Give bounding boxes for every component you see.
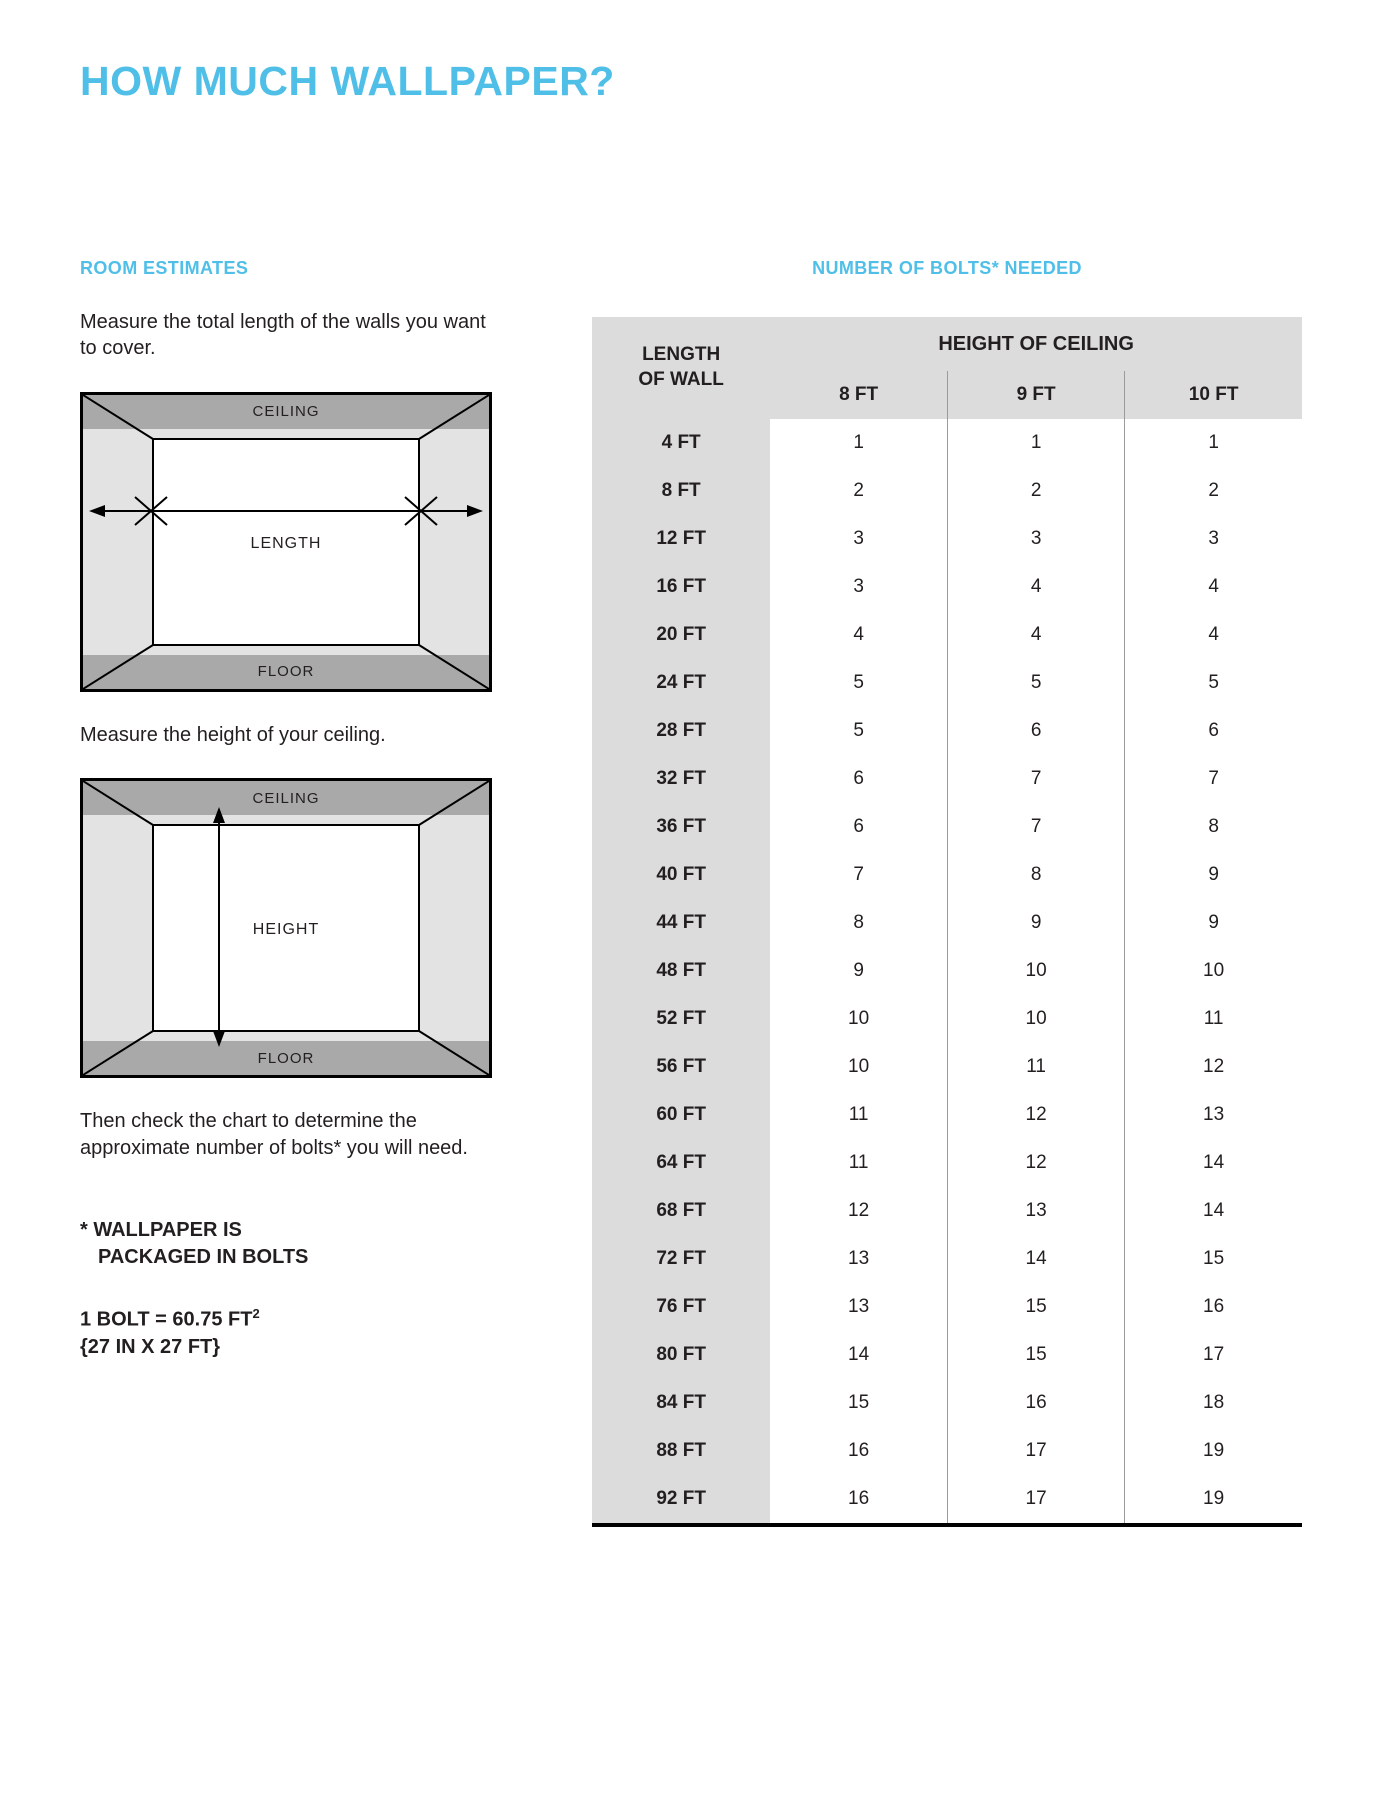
footnote-block — [80, 1217, 500, 1271]
bolts-count-cell: 5 — [853, 672, 864, 693]
bolts-count-cell: 6 — [1125, 707, 1302, 755]
bolts-count-cell: 9 — [853, 960, 864, 981]
table-body — [592, 419, 1302, 1525]
bolts-count-cell: 16 — [1125, 1283, 1302, 1331]
bolts-count-cell: 8 — [1125, 803, 1302, 851]
wall-length-cell: 20 FT — [592, 611, 770, 659]
table-row — [592, 851, 1302, 899]
bolts-count-cell: 11 — [1125, 995, 1302, 1043]
bolts-count-cell: 7 — [947, 755, 1124, 803]
bolts-count-cell: 19 — [1125, 1475, 1302, 1525]
height-of-ceiling-header: HEIGHT OF CEILING — [770, 317, 1302, 371]
bolts-count-cell: 9 — [1125, 851, 1302, 899]
bolt-size-line-1 — [80, 1305, 500, 1334]
wall-length-cell: 52 FT — [592, 995, 770, 1043]
bolts-count-cell: 18 — [1125, 1379, 1302, 1427]
bolts-count-cell: 6 — [853, 816, 864, 837]
bolts-count-cell: 7 — [1125, 755, 1302, 803]
bolts-count-cell: 7 — [947, 803, 1124, 851]
column-header-10ft: 10 FT — [1125, 371, 1302, 419]
wall-length-cell: 40 FT — [592, 851, 770, 899]
bolts-count-cell: 2 — [853, 480, 864, 501]
bolts-count-cell: 13 — [947, 1187, 1124, 1235]
bolts-count-cell: 14 — [1125, 1187, 1302, 1235]
bolts-count-cell: 14 — [848, 1344, 870, 1365]
bolts-count-cell: 4 — [1125, 563, 1302, 611]
table-row — [592, 707, 1302, 755]
table-row — [592, 563, 1302, 611]
table-row — [592, 1139, 1302, 1187]
bolts-count-cell: 19 — [1125, 1427, 1302, 1475]
bolts-count-cell: 3 — [1125, 515, 1302, 563]
bolts-count-cell: 6 — [853, 768, 864, 789]
bolts-count-cell: 17 — [947, 1427, 1124, 1475]
table-row — [592, 1331, 1302, 1379]
bolts-count-cell: 4 — [853, 624, 864, 645]
bolt-size-text: 1 BOLT = 60.75 FT — [80, 1308, 253, 1331]
bolts-count-cell: 8 — [947, 851, 1124, 899]
table-row — [592, 1427, 1302, 1475]
wall-length-cell: 88 FT — [592, 1427, 770, 1475]
table-row — [592, 1187, 1302, 1235]
footnote-line-1: * WALLPAPER IS — [80, 1218, 242, 1241]
table-row — [592, 947, 1302, 995]
bolts-count-cell: 13 — [848, 1296, 870, 1317]
bolts-count-cell: 12 — [947, 1139, 1124, 1187]
bolts-count-cell: 17 — [947, 1475, 1124, 1525]
table-header-row-1 — [592, 317, 1302, 371]
wall-length-cell: 16 FT — [592, 563, 770, 611]
bolts-count-cell: 12 — [1125, 1043, 1302, 1091]
table-row — [592, 1379, 1302, 1427]
bolts-count-cell: 4 — [947, 611, 1124, 659]
bolts-count-cell: 14 — [1125, 1139, 1302, 1187]
table-row — [592, 1235, 1302, 1283]
bolts-count-cell: 3 — [853, 528, 864, 549]
bolts-count-cell: 7 — [853, 864, 864, 885]
wall-length-cell: 32 FT — [592, 755, 770, 803]
wall-length-cell: 44 FT — [592, 899, 770, 947]
bolt-size-block — [80, 1305, 500, 1361]
table-row — [592, 803, 1302, 851]
bolts-count-cell: 3 — [947, 515, 1124, 563]
bolts-count-cell: 2 — [1125, 467, 1302, 515]
bolts-count-cell: 10 — [848, 1056, 870, 1077]
bolts-count-cell: 5 — [947, 659, 1124, 707]
bolts-count-cell: 8 — [853, 912, 864, 933]
wall-length-cell: 36 FT — [592, 803, 770, 851]
bolts-count-cell: 9 — [1125, 899, 1302, 947]
bolts-count-cell: 14 — [947, 1235, 1124, 1283]
table-row — [592, 419, 1302, 467]
wall-length-cell: 60 FT — [592, 1091, 770, 1139]
wall-length-cell: 80 FT — [592, 1331, 770, 1379]
wall-length-cell: 12 FT — [592, 515, 770, 563]
wall-length-cell: 76 FT — [592, 1283, 770, 1331]
step-2-text: Measure the height of your ceiling. — [80, 723, 386, 746]
column-header-8ft: 8 FT — [770, 371, 947, 419]
table-row — [592, 467, 1302, 515]
bolts-count-cell: 10 — [1125, 947, 1302, 995]
length-measure-label: LENGTH — [250, 534, 322, 552]
table-row — [592, 755, 1302, 803]
bolts-count-cell: 11 — [848, 1104, 869, 1125]
table-row — [592, 611, 1302, 659]
bolts-count-cell: 5 — [853, 720, 864, 741]
wall-length-cell: 28 FT — [592, 707, 770, 755]
bolts-count-cell: 12 — [947, 1091, 1124, 1139]
bolts-count-cell: 12 — [848, 1200, 870, 1221]
wall-length-cell: 68 FT — [592, 1187, 770, 1235]
bolts-count-cell: 1 — [1125, 419, 1302, 467]
table-row — [592, 515, 1302, 563]
bolts-table-section — [592, 258, 1302, 1527]
bolts-count-cell: 2 — [947, 467, 1124, 515]
bolts-count-cell: 15 — [1125, 1235, 1302, 1283]
bolts-table — [592, 317, 1302, 1527]
bolts-count-cell: 1 — [947, 419, 1124, 467]
table-row — [592, 995, 1302, 1043]
step-3-text: Then check the chart to determine the approximate number of bolts* you will need. — [80, 1110, 468, 1159]
bolts-count-cell: 16 — [770, 1475, 947, 1525]
ceiling-height-diagram — [80, 778, 492, 1078]
wall-length-cell: 56 FT — [592, 1043, 770, 1091]
bolts-count-cell: 1 — [853, 432, 864, 453]
bolts-count-cell: 10 — [848, 1008, 870, 1029]
step-1-text: Measure the total length of the walls you want to cover. — [80, 311, 486, 360]
ceiling-band-label: CEILING — [83, 781, 489, 815]
bolts-count-cell: 10 — [947, 995, 1124, 1043]
bolts-count-cell: 3 — [853, 576, 864, 597]
height-measure-label: HEIGHT — [252, 921, 320, 939]
bolts-count-cell: 15 — [848, 1392, 870, 1413]
bolts-count-cell: 10 — [947, 947, 1124, 995]
bolts-count-cell: 13 — [848, 1248, 870, 1269]
bolt-size-superscript: 2 — [252, 1305, 260, 1321]
wall-length-cell: 92 FT — [592, 1475, 770, 1525]
bolts-count-cell: 4 — [1125, 611, 1302, 659]
wall-length-cell: 48 FT — [592, 947, 770, 995]
bolt-size-line-2: {27 IN X 27 FT} — [80, 1335, 221, 1358]
table-row — [592, 659, 1302, 707]
floor-band-label: FLOOR — [83, 655, 489, 689]
bolts-count-cell: 11 — [947, 1043, 1124, 1091]
bolts-count-cell: 4 — [947, 563, 1124, 611]
wall-length-cell: 24 FT — [592, 659, 770, 707]
wall-length-cell: 64 FT — [592, 1139, 770, 1187]
wall-length-cell: 8 FT — [592, 467, 770, 515]
bolts-count-cell: 5 — [1125, 659, 1302, 707]
floor-band-label: FLOOR — [83, 1041, 489, 1075]
column-header-9ft: 9 FT — [947, 371, 1124, 419]
wall-length-cell: 84 FT — [592, 1379, 770, 1427]
bolts-count-cell: 17 — [1125, 1331, 1302, 1379]
length-header-line-2: OF WALL — [638, 369, 724, 390]
bolts-count-cell: 6 — [947, 707, 1124, 755]
table-row — [592, 1043, 1302, 1091]
wall-length-cell: 4 FT — [592, 419, 770, 467]
bolts-count-cell: 15 — [947, 1283, 1124, 1331]
room-length-diagram — [80, 392, 492, 692]
bolts-count-cell: 16 — [848, 1440, 870, 1461]
table-row — [592, 1283, 1302, 1331]
bolts-count-cell: 13 — [1125, 1091, 1302, 1139]
wall-length-cell: 72 FT — [592, 1235, 770, 1283]
footnote-line-2: PACKAGED IN BOLTS — [98, 1245, 309, 1268]
table-row — [592, 899, 1302, 947]
bolts-count-cell: 15 — [947, 1331, 1124, 1379]
table-row — [592, 1475, 1302, 1525]
length-of-wall-header — [592, 317, 770, 419]
room-estimates-column — [80, 258, 500, 1361]
bolts-count-cell: 16 — [947, 1379, 1124, 1427]
room-estimates-heading: ROOM ESTIMATES — [80, 258, 249, 278]
length-header-line-1: LENGTH — [642, 344, 721, 366]
bolts-count-cell: 9 — [947, 899, 1124, 947]
table-row — [592, 1091, 1302, 1139]
page-title: HOW MUCH WALLPAPER? — [80, 58, 615, 104]
bolts-count-cell: 11 — [848, 1152, 869, 1173]
bolts-table-heading: NUMBER OF BOLTS* NEEDED — [812, 258, 1082, 278]
table-head — [592, 317, 1302, 419]
ceiling-band-label: CEILING — [83, 395, 489, 429]
